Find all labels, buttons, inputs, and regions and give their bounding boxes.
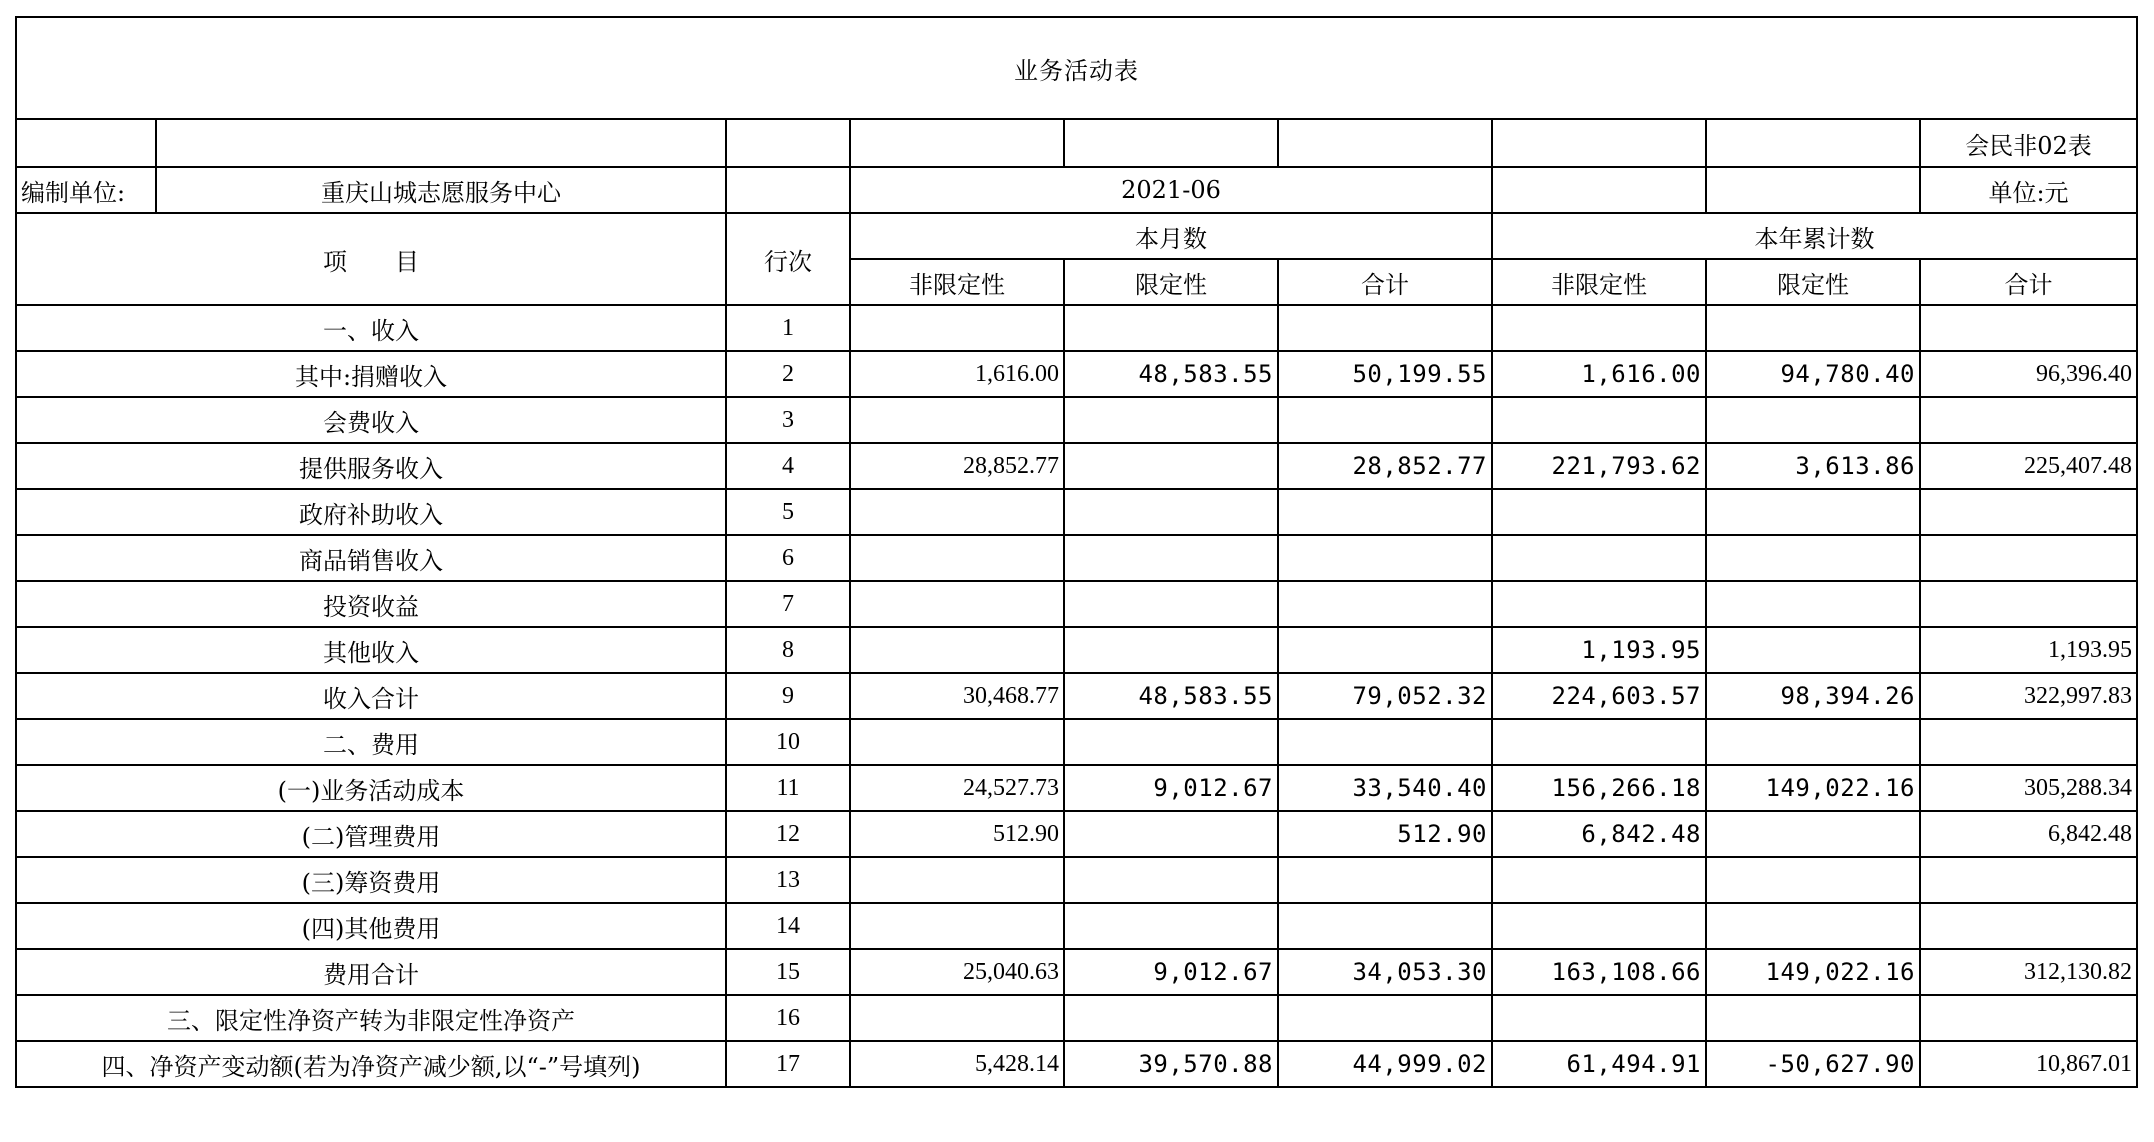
blank-cell <box>726 119 850 167</box>
ytd-unrestricted-cell <box>1492 397 1706 443</box>
header-month-total: 合计 <box>1278 259 1492 305</box>
ytd-unrestricted-cell: 156,266.18 <box>1492 765 1706 811</box>
month-restricted-cell <box>1064 581 1278 627</box>
ytd-total-cell <box>1920 397 2137 443</box>
month-total-cell <box>1278 305 1492 351</box>
row-number: 7 <box>726 581 850 627</box>
month-total-cell <box>1278 397 1492 443</box>
ytd-unrestricted-cell <box>1492 857 1706 903</box>
month-unrestricted-cell: 30,468.77 <box>850 673 1064 719</box>
blank-cell <box>1064 119 1278 167</box>
ytd-unrestricted-cell: 1,616.00 <box>1492 351 1706 397</box>
ytd-unrestricted-cell <box>1492 719 1706 765</box>
header-ytd-unrestricted: 非限定性 <box>1492 259 1706 305</box>
ytd-total-cell <box>1920 995 2137 1041</box>
month-total-cell <box>1278 857 1492 903</box>
month-restricted-cell: 48,583.55 <box>1064 673 1278 719</box>
month-total-cell: 79,052.32 <box>1278 673 1492 719</box>
month-unrestricted-cell: 28,852.77 <box>850 443 1064 489</box>
ytd-total-cell: 1,193.95 <box>1920 627 2137 673</box>
ytd-total-cell: 10,867.01 <box>1920 1041 2137 1087</box>
month-restricted-cell <box>1064 535 1278 581</box>
ytd-restricted-cell: 3,613.86 <box>1706 443 1920 489</box>
month-unrestricted-cell: 25,040.63 <box>850 949 1064 995</box>
ytd-total-cell <box>1920 581 2137 627</box>
row-item-label: (一)业务活动成本 <box>16 765 726 811</box>
ytd-restricted-cell <box>1706 857 1920 903</box>
blank-cell <box>1278 119 1492 167</box>
header-this-month: 本月数 <box>850 213 1492 259</box>
table-row <box>16 305 2137 351</box>
header-ytd: 本年累计数 <box>1492 213 2137 259</box>
row-number: 5 <box>726 489 850 535</box>
month-restricted-cell <box>1064 489 1278 535</box>
month-restricted-cell: 48,583.55 <box>1064 351 1278 397</box>
table-row <box>16 627 2137 673</box>
ytd-total-cell: 322,997.83 <box>1920 673 2137 719</box>
ytd-restricted-cell: 94,780.40 <box>1706 351 1920 397</box>
ytd-restricted-cell: 98,394.26 <box>1706 673 1920 719</box>
blank-cell <box>1492 119 1706 167</box>
month-restricted-cell <box>1064 305 1278 351</box>
row-item-label: 会费收入 <box>16 397 726 443</box>
row-item-label: 三、限定性净资产转为非限定性净资产 <box>16 995 726 1041</box>
header-ytd-restricted: 限定性 <box>1706 259 1920 305</box>
month-unrestricted-cell: 5,428.14 <box>850 1041 1064 1087</box>
month-unrestricted-cell <box>850 489 1064 535</box>
ytd-total-cell <box>1920 535 2137 581</box>
row-number: 8 <box>726 627 850 673</box>
ytd-unrestricted-cell <box>1492 489 1706 535</box>
row-item-label: 提供服务收入 <box>16 443 726 489</box>
blank-cell <box>1706 167 1920 213</box>
ytd-total-cell: 312,130.82 <box>1920 949 2137 995</box>
month-unrestricted-cell <box>850 903 1064 949</box>
month-unrestricted-cell <box>850 857 1064 903</box>
month-unrestricted-cell <box>850 627 1064 673</box>
ytd-restricted-cell <box>1706 305 1920 351</box>
month-total-cell: 512.90 <box>1278 811 1492 857</box>
ytd-unrestricted-cell <box>1492 305 1706 351</box>
table-row <box>16 581 2137 627</box>
month-total-cell <box>1278 719 1492 765</box>
row-number: 9 <box>726 673 850 719</box>
row-number: 16 <box>726 995 850 1041</box>
blank-cell <box>156 119 726 167</box>
ytd-restricted-cell <box>1706 627 1920 673</box>
table-row <box>16 765 2137 811</box>
org-name: 重庆山城志愿服务中心 <box>156 167 726 213</box>
month-unrestricted-cell: 24,527.73 <box>850 765 1064 811</box>
ytd-unrestricted-cell: 224,603.57 <box>1492 673 1706 719</box>
blank-cell <box>850 119 1064 167</box>
month-total-cell <box>1278 581 1492 627</box>
blank-cell <box>1706 119 1920 167</box>
month-total-cell: 44,999.02 <box>1278 1041 1492 1087</box>
ytd-restricted-cell <box>1706 995 1920 1041</box>
month-unrestricted-cell: 1,616.00 <box>850 351 1064 397</box>
month-unrestricted-cell <box>850 535 1064 581</box>
ytd-unrestricted-cell <box>1492 995 1706 1041</box>
page-title: 业务活动表 <box>16 17 2137 119</box>
row-item-label: (三)筹资费用 <box>16 857 726 903</box>
ytd-total-cell <box>1920 857 2137 903</box>
month-restricted-cell <box>1064 903 1278 949</box>
row-item-label: 四、净资产变动额(若为净资产减少额,以“-”号填列) <box>16 1041 726 1087</box>
table-row <box>16 857 2137 903</box>
table-row <box>16 351 2137 397</box>
month-total-cell: 28,852.77 <box>1278 443 1492 489</box>
month-restricted-cell <box>1064 627 1278 673</box>
row-item-label: 其他收入 <box>16 627 726 673</box>
ytd-restricted-cell <box>1706 581 1920 627</box>
row-number: 12 <box>726 811 850 857</box>
ytd-total-cell: 225,407.48 <box>1920 443 2137 489</box>
blank-cell <box>726 167 850 213</box>
month-restricted-cell <box>1064 995 1278 1041</box>
row-item-label: 投资收益 <box>16 581 726 627</box>
table-row <box>16 995 2137 1041</box>
row-number: 3 <box>726 397 850 443</box>
month-unrestricted-cell <box>850 305 1064 351</box>
row-item-label: 费用合计 <box>16 949 726 995</box>
ytd-unrestricted-cell: 221,793.62 <box>1492 443 1706 489</box>
org-label: 编制单位: <box>16 167 156 213</box>
row-number: 17 <box>726 1041 850 1087</box>
row-item-label: 商品销售收入 <box>16 535 726 581</box>
month-restricted-cell <box>1064 811 1278 857</box>
ytd-restricted-cell <box>1706 719 1920 765</box>
blank-cell <box>1492 167 1706 213</box>
currency-unit: 单位:元 <box>1920 167 2137 213</box>
month-total-cell <box>1278 489 1492 535</box>
header-month-unrestricted: 非限定性 <box>850 259 1064 305</box>
ytd-restricted-cell <box>1706 903 1920 949</box>
ytd-unrestricted-cell <box>1492 535 1706 581</box>
month-total-cell <box>1278 995 1492 1041</box>
row-number: 13 <box>726 857 850 903</box>
row-item-label: 二、费用 <box>16 719 726 765</box>
ytd-unrestricted-cell: 1,193.95 <box>1492 627 1706 673</box>
header-ytd-total: 合计 <box>1920 259 2137 305</box>
month-total-cell: 33,540.40 <box>1278 765 1492 811</box>
month-restricted-cell: 9,012.67 <box>1064 765 1278 811</box>
ytd-unrestricted-cell <box>1492 581 1706 627</box>
ytd-total-cell <box>1920 489 2137 535</box>
blank-cell <box>16 119 156 167</box>
ytd-total-cell <box>1920 305 2137 351</box>
header-month-restricted: 限定性 <box>1064 259 1278 305</box>
ytd-total-cell: 96,396.40 <box>1920 351 2137 397</box>
month-total-cell <box>1278 535 1492 581</box>
month-unrestricted-cell <box>850 995 1064 1041</box>
ytd-unrestricted-cell <box>1492 903 1706 949</box>
table-row <box>16 811 2137 857</box>
ytd-unrestricted-cell: 61,494.91 <box>1492 1041 1706 1087</box>
month-restricted-cell <box>1064 857 1278 903</box>
row-item-label: 一、收入 <box>16 305 726 351</box>
row-item-label: (二)管理费用 <box>16 811 726 857</box>
ytd-restricted-cell <box>1706 535 1920 581</box>
month-unrestricted-cell <box>850 581 1064 627</box>
row-number: 4 <box>726 443 850 489</box>
ytd-restricted-cell: 149,022.16 <box>1706 765 1920 811</box>
row-item-label: 收入合计 <box>16 673 726 719</box>
ytd-restricted-cell <box>1706 489 1920 535</box>
month-restricted-cell <box>1064 397 1278 443</box>
ytd-restricted-cell: 149,022.16 <box>1706 949 1920 995</box>
ytd-total-cell: 305,288.34 <box>1920 765 2137 811</box>
ytd-restricted-cell <box>1706 397 1920 443</box>
table-row <box>16 949 2137 995</box>
row-number: 15 <box>726 949 850 995</box>
row-number: 11 <box>726 765 850 811</box>
month-unrestricted-cell <box>850 719 1064 765</box>
row-number: 10 <box>726 719 850 765</box>
activity-statement-table <box>15 16 2138 1088</box>
form-code: 会民非02表 <box>1920 119 2137 167</box>
row-number: 14 <box>726 903 850 949</box>
ytd-total-cell <box>1920 903 2137 949</box>
month-total-cell: 34,053.30 <box>1278 949 1492 995</box>
month-restricted-cell <box>1064 443 1278 489</box>
header-row-no: 行次 <box>726 213 850 305</box>
table-row <box>16 903 2137 949</box>
month-total-cell <box>1278 903 1492 949</box>
table-row <box>16 673 2137 719</box>
month-restricted-cell <box>1064 719 1278 765</box>
table-row <box>16 1041 2137 1087</box>
table-row <box>16 535 2137 581</box>
row-number: 2 <box>726 351 850 397</box>
ytd-unrestricted-cell: 163,108.66 <box>1492 949 1706 995</box>
month-total-cell <box>1278 627 1492 673</box>
ytd-unrestricted-cell: 6,842.48 <box>1492 811 1706 857</box>
ytd-restricted-cell <box>1706 811 1920 857</box>
row-item-label: 其中:捐赠收入 <box>16 351 726 397</box>
header-item: 项 目 <box>16 213 726 305</box>
month-unrestricted-cell: 512.90 <box>850 811 1064 857</box>
table-row <box>16 719 2137 765</box>
month-restricted-cell: 39,570.88 <box>1064 1041 1278 1087</box>
month-unrestricted-cell <box>850 397 1064 443</box>
ytd-total-cell <box>1920 719 2137 765</box>
table-row <box>16 397 2137 443</box>
row-number: 1 <box>726 305 850 351</box>
month-restricted-cell: 9,012.67 <box>1064 949 1278 995</box>
row-item-label: (四)其他费用 <box>16 903 726 949</box>
table-row <box>16 443 2137 489</box>
ytd-restricted-cell: -50,627.90 <box>1706 1041 1920 1087</box>
row-item-label: 政府补助收入 <box>16 489 726 535</box>
month-total-cell: 50,199.55 <box>1278 351 1492 397</box>
ytd-total-cell: 6,842.48 <box>1920 811 2137 857</box>
row-number: 6 <box>726 535 850 581</box>
table-row <box>16 489 2137 535</box>
report-period: 2021-06 <box>850 167 1492 213</box>
